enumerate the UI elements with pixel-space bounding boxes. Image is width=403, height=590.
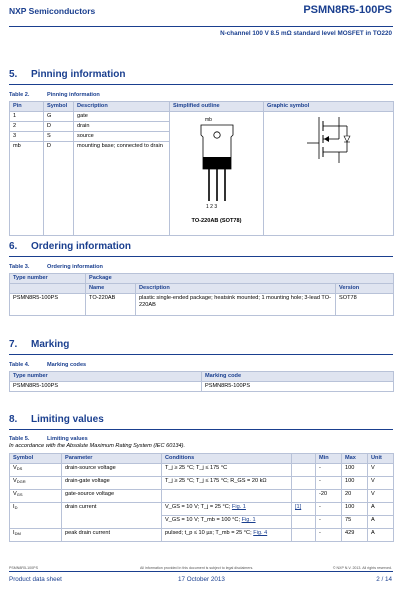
- table-row: PSMN8R5-100PS PSMN8R5-100PS: [10, 382, 394, 392]
- marking-table: Type number Marking code PSMN8R5-100PS PSMN8R5-100PS: [9, 371, 394, 392]
- simplified-outline-cell: [170, 112, 264, 236]
- table-5-note: In accordance with the Absolute Maximum Rating System (IEC 60134).: [9, 443, 186, 449]
- footer-rule: [9, 571, 393, 572]
- graphic-symbol-cell: [264, 112, 394, 236]
- ordering-table: Type number Package Name Description Version PSMN8R5-100PS TO-220AB plastic single-ended package; heatsink mounted; 1 mounting hole; 3-lead TO-220AB SOT78: [9, 273, 394, 316]
- table-row: 1 G gate mb 1 2 3 TO-220AB (SOT78): [10, 112, 394, 122]
- table-row: $I_{DM}$ peak drain current pulsed; t_p ≤ 10 µs; T_mb = 25 °C; Fig. 4 - 429 A: [10, 529, 394, 542]
- table-row: $I_D$ drain current V_GS = 10 V; T_j = 25 °C; Fig. 1 [1] - 100 A: [10, 503, 394, 516]
- fig-4-link[interactable]: Fig. 4: [253, 530, 268, 536]
- table-row: PSMN8R5-100PS TO-220AB plastic single-ended package; heatsink mounted; 1 mounting hole; 3-lead TO-220AB SOT78: [10, 294, 394, 316]
- page-number: 2 / 14: [376, 576, 392, 583]
- table-row: 2 D drain: [10, 122, 394, 132]
- footer-doc-id: PSMN8R5-100PS: [9, 566, 38, 570]
- limiting-values-table: Symbol Parameter Conditions Min Max Unit $V_{DS}$ drain-source voltage T_j ≥ 25 °C; T_j ≤ 175 °C - 100 V $V_{DGR}$ drain-gate voltage T_j ≥ 25 °C; T_j ≤ 175 °C; R_GS = 20 kΩ - 100 V $V_{GS}$ gate-source voltage -20 20 V $I_D$ drain current V_GS = 10 V; T_j = 25 °C; Fig. 1 [1] - 100 A V_GS = 10 V; T_mb = 100 °C; Fig. 1 - 75 A $I_{DM}$ peak drain current pulsed; t_p ≤ 10 µs; T_mb = 25 °C; Fig. 4 - 429 A: [9, 453, 394, 542]
- table-row: 3 S source: [10, 132, 394, 142]
- section-5-heading: 5. Pinning information: [9, 69, 126, 80]
- table-row: $V_{DGR}$ drain-gate voltage T_j ≥ 25 °C; T_j ≤ 175 °C; R_GS = 20 kΩ - 100 V: [10, 477, 394, 490]
- footer-disclaimer: All information provided in this document is subject to legal disclaimers.: [140, 566, 254, 570]
- part-number: PSMN8R5-100PS: [303, 4, 392, 16]
- svg-text:mb: mb: [205, 117, 212, 123]
- footer-doc-type: Product data sheet: [9, 576, 62, 583]
- note-1-link[interactable]: [1]: [292, 503, 316, 516]
- package-caption: TO-220AB (SOT78): [191, 218, 242, 224]
- section-5-rule: [9, 84, 393, 85]
- table-5-caption: Table 5. Limiting values: [9, 436, 88, 442]
- company-name: NXP Semiconductors: [9, 6, 96, 16]
- footer-copyright: © NXP N.V. 2013. All rights reserved.: [332, 566, 392, 570]
- table-row: $V_{DS}$ drain-source voltage T_j ≥ 25 °C; T_j ≤ 175 °C - 100 V: [10, 464, 394, 477]
- section-6-rule: [9, 256, 393, 257]
- table-row: V_GS = 10 V; T_mb = 100 °C; Fig. 1 - 75 A: [10, 516, 394, 529]
- mosfet-symbol-icon: [267, 113, 387, 165]
- table-3-caption: Table 3. Ordering information: [9, 264, 103, 270]
- header-rule: [9, 26, 393, 27]
- section-6-heading: 6. Ordering information: [9, 241, 131, 252]
- footer-date: 17 October 2013: [178, 576, 225, 583]
- table-4-caption: Table 4. Marking codes: [9, 362, 87, 368]
- document-subtitle: N-channel 100 V 8.5 mΩ standard level MOSFET in TO220: [220, 30, 392, 37]
- table-row: $V_{GS}$ gate-source voltage -20 20 V: [10, 490, 394, 503]
- table-2-caption: Table 2. Pinning information: [9, 92, 100, 98]
- section-8-heading: 8. Limiting values: [9, 414, 104, 425]
- pinning-table: Pin Symbol Description Simplified outline Graphic symbol 1 G gate mb 1 2 3 TO-220AB (SOT78) 2 D drain 3 S source mb D mounting base; connected to drain: [9, 101, 394, 236]
- table-row: mb D mounting base; connected to drain: [10, 142, 394, 236]
- to220-package-icon: [173, 113, 261, 223]
- fig-1-link[interactable]: Fig. 1: [241, 517, 256, 523]
- section-7-heading: 7. Marking: [9, 339, 70, 350]
- section-7-rule: [9, 354, 393, 355]
- section-8-rule: [9, 429, 393, 430]
- fig-1-link[interactable]: Fig. 1: [231, 504, 246, 510]
- svg-text:1 2 3: 1 2 3: [206, 204, 218, 210]
